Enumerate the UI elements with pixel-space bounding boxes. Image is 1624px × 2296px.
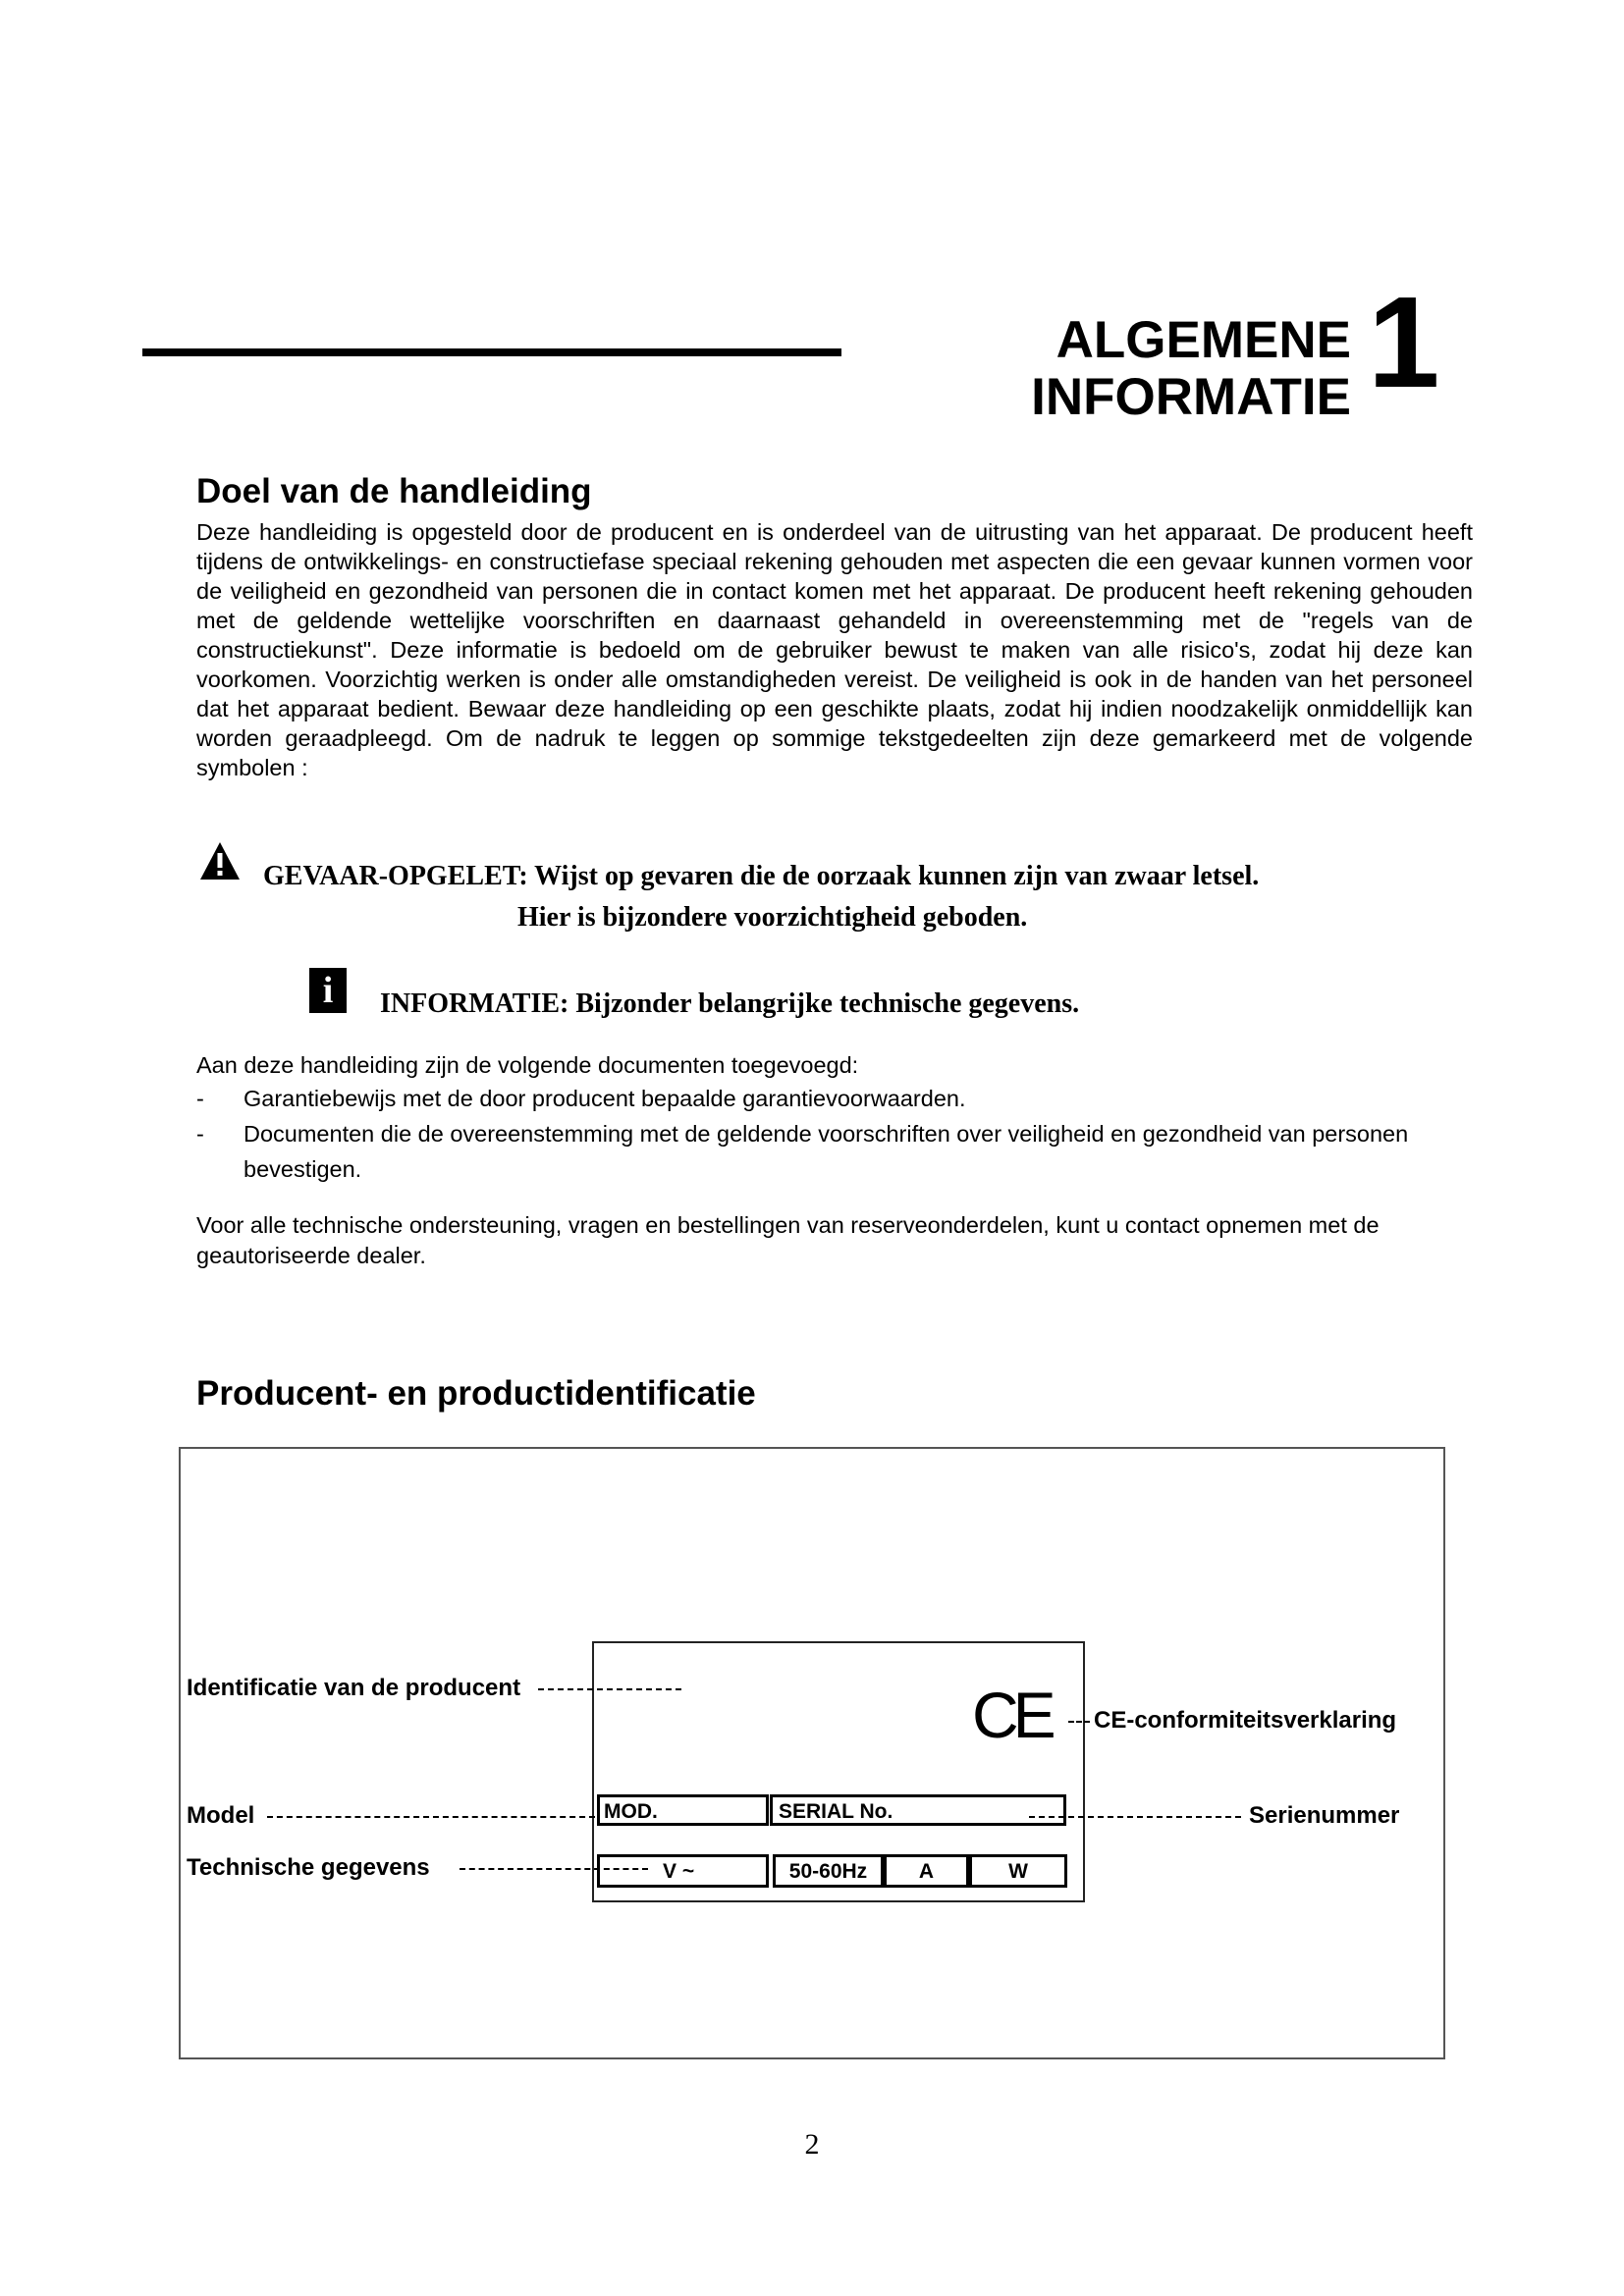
page-number: 2: [804, 2128, 820, 2161]
label-technical-data: Technische gegevens: [187, 1854, 430, 1881]
warning-triangle-icon: [199, 841, 241, 881]
plate-cell-amps: A: [884, 1854, 969, 1888]
documents-block: [196, 1050, 1473, 1271]
chapter-number: 1: [1368, 270, 1440, 414]
ce-mark-icon: CE: [972, 1679, 1051, 1751]
list-item-text: Garantiebewijs met de door producent bepaalde garantievoorwaarden.: [244, 1086, 966, 1111]
label-producer-id: Identificatie van de producent: [187, 1675, 521, 1701]
list-bullet: -: [196, 1086, 204, 1111]
leader-ce: [1068, 1721, 1090, 1723]
leader-model: [267, 1816, 595, 1818]
section-heading-identification: Producent- en productidentificatie: [196, 1374, 756, 1413]
section-heading-purpose: Doel van de handleiding: [196, 472, 592, 510]
chapter-rule: [142, 348, 841, 356]
plate-cell-watts: W: [969, 1854, 1067, 1888]
chapter-title-line2: INFORMATIE: [1031, 368, 1351, 426]
plate-cell-frequency: 50-60Hz: [773, 1854, 884, 1888]
purpose-paragraph: [196, 517, 1473, 782]
chapter-title-line1: ALGEMENE: [1056, 311, 1351, 369]
leader-producer-id: [538, 1688, 681, 1690]
list-item-text: Documenten die de overeenstemming met de geldende voorschriften over veiligheid en gezondheid van personen bevestigen.: [244, 1121, 1409, 1182]
info-text: INFORMATIE: Bijzonder belangrijke technische gegevens.: [380, 988, 1080, 1019]
support-text: Voor alle technische ondersteuning, vragen en bestellingen van reserveonderdelen, kunt u contact opnemen met de geautoriseerde dealer.: [196, 1212, 1380, 1268]
list-item: [196, 1084, 1473, 1114]
plate-cell-voltage: V ~: [597, 1854, 769, 1888]
list-bullet: -: [196, 1121, 204, 1147]
list-item: [196, 1116, 1473, 1187]
plate-cell-model: MOD.: [597, 1794, 769, 1826]
label-ce-declaration: CE-conformiteitsverklaring: [1094, 1707, 1397, 1734]
leader-technical: [460, 1868, 648, 1870]
warning-text-line1: GEVAAR-OPGELET: Wijst op gevaren die de oorzaak kunnen zijn van zwaar letsel.: [263, 861, 1260, 891]
chapter-title: [1031, 312, 1351, 426]
label-model: Model: [187, 1802, 255, 1829]
info-icon: i: [309, 968, 347, 1013]
label-serial-number: Serienummer: [1249, 1802, 1400, 1829]
leader-serial: [1029, 1816, 1241, 1818]
warning-text-line2: Hier is bijzondere voorzichtigheid geboden.: [517, 902, 1028, 933]
purpose-text: Deze handleiding is opgesteld door de producent en is onderdeel van de uitrusting van het apparaat. De producent heeft tijdens de ontwikkelings- en constructiefase speciaal rekening gehouden met aspecten die een gevaar kunnen vormen voor de veiligheid en gezondheid van personen die in contact komen met het apparaat. De producent heeft rekening gehouden met de geldende wettelijke voorschriften en daarnaast gehandeld in overeenstemming met de "regels van de constructiekunst". Deze informatie is bedoeld om de gebruiker bewust te maken van alle risico's, zodat hij deze kan voorkomen. Voorzichtig werken is onder alle omstandigheden vereist. De veiligheid is ook in de handen van het personeel dat het apparaat bedient. Bewaar deze handleiding op een geschikte plaats, zodat hij indien noodzakelijk onmiddellijk kan worden geraadpleegd. Om de nadruk te leggen op sommige tekstgedeelten zijn deze gemarkeerd met de volgende symbolen :: [196, 519, 1473, 780]
documents-intro: Aan deze handleiding zijn de volgende documenten toegevoegd:: [196, 1052, 859, 1078]
plate-cell-serial: SERIAL No.: [770, 1794, 1066, 1826]
